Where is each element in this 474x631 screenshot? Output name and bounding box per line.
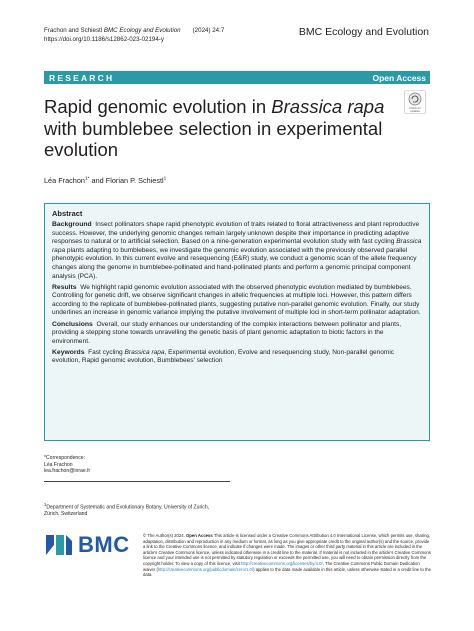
correspondence-name: Léa Frachon: [44, 461, 73, 468]
abstract-background: Background Insect pollinators shape rapid phenotypic evolution of traits related to floral attractiveness and plant reproductive success. However, the underlying genomic changes remain largely unknown despite their importance in predicting adaptive responses to natural or to artificial selection. Based on a nine-generation experimental evolution study with fast cycling Brassica rapa plants adapting to bumblebees, we investigate the genomic evolution associated with the previously observed parallel phenotypic evolution. In this current evolve and resequencing (E&R) study, we conduct a genomic scan of the allele frequency changes along the genome in bumblebee-pollinated and hand-pollinated plants and perform a genomic principal component analysis (PCA).: [52, 221, 422, 280]
section-banner: [44, 71, 430, 84]
section-label: RESEARCH: [49, 72, 115, 83]
svg-text:Check for: Check for: [409, 107, 421, 110]
citation-line: Frachon and Schiestl BMC Ecology and Evolution (2024) 24:7: [44, 27, 225, 34]
abstract-heading: Abstract: [52, 209, 83, 218]
abstract-results: Results We highlight rapid genomic evolution associated with the observed phenotypic evolution mediated by bumblebees. Controlling for genetic drift, we observe significant changes in allelic frequencies at multiple loci. However, this pattern differs according to the replicate of bumblebee-pollinated plants, suggesting putative non-parallel genomic evolution. Finally, our study underlines an increase in genomic variance implying the putative involvement of multiple loci in short-term pollinator adaptation.: [52, 283, 421, 317]
affiliation-footnote: $^1$Department of Systematic and Evolutionary Botany, University of Zurich, Zürich, Switzerland: [44, 502, 210, 518]
correspondence-footnote: *Correspondence: Léa Frachon lea.frachon@inrae.fr: [44, 455, 91, 475]
svg-text:updates: updates: [410, 110, 420, 113]
public-domain-link[interactable]: http://creativecommons.org/publicdomain/zero/1.0/: [157, 566, 254, 572]
bmc-logo-text: BMC: [78, 532, 130, 557]
open-access-label: Open Access: [372, 72, 426, 83]
article-title: Rapid genomic evolution in Brassica rapa with bumblebee selection in experimental evolution: [44, 96, 385, 160]
bmc-logo-mark-icon: [44, 533, 74, 557]
abstract-keywords: Keywords Fast cycling Brassica rapa, Experimental evolution, Evolve and resequencing study, Non-parallel genomic evolution, Rapid genomic evolution, Bumblebees' selection: [52, 348, 395, 365]
footnote-divider: [44, 481, 230, 482]
citation-year: (2024) 24:7: [192, 27, 225, 34]
author-list: Léa Frachon$^{1*}$ and Florian P. Schiestl$^1$: [44, 176, 167, 185]
author-name[interactable]: Florian P. Schiestl: [105, 176, 164, 185]
abstract-conclusions: Conclusions Overall, our study enhances our understanding of the complex interactions between pollinator and plants, providing a stepping stone towards unravelling the genetic basis of plant genomic adaptation to biotic factors in the environment.: [52, 320, 402, 345]
citation-journal: BMC Ecology and Evolution: [103, 27, 181, 34]
title-species: Brassica rapa: [271, 96, 385, 117]
running-header: [44, 27, 224, 44]
doi-link[interactable]: https://doi.org/10.1186/s12862-023-02194-y: [44, 35, 164, 43]
author-name[interactable]: Léa Frachon: [44, 176, 85, 185]
abstract-box: [44, 203, 430, 441]
license-link[interactable]: http://creativecommons.org/licenses/by/4.0/: [240, 560, 323, 566]
license-text: © The Author(s) 2024. Open Access This article is licensed under a Creative Commons Attribution 4.0 International License, which permits use, sharing, adaptation, distribution and reproduction in any medium or format, as long as you give appropriate credit to the original author(s) and the source, provide a link to the Creative Commons licence, and indicate if changes were made. The images or other third party material in this article are included in the article's Creative Commons licence, unless indicated otherwise in a credit line to the material. If material is not included in the article's Creative Commons licence and your intended use is not permitted by statutory regulation or exceeds the permitted use, you will need to obtain permission directly from the copyright holder. To view a copy of this licence, visit http://creativecommons.org/licenses/by/4.0/. The Creative Commons Public Domain Dedication waiver (http://creativecommons.org/publicdomain/zero/1.0/) applies to the data made available in this article, unless otherwise stated in a credit line to the data.: [143, 533, 431, 578]
correspondence-email[interactable]: lea.frachon@inrae.fr: [44, 468, 91, 475]
journal-name: BMC Ecology and Evolution: [298, 26, 429, 38]
check-for-updates-icon[interactable]: [404, 90, 426, 114]
bmc-logo: [44, 533, 132, 557]
